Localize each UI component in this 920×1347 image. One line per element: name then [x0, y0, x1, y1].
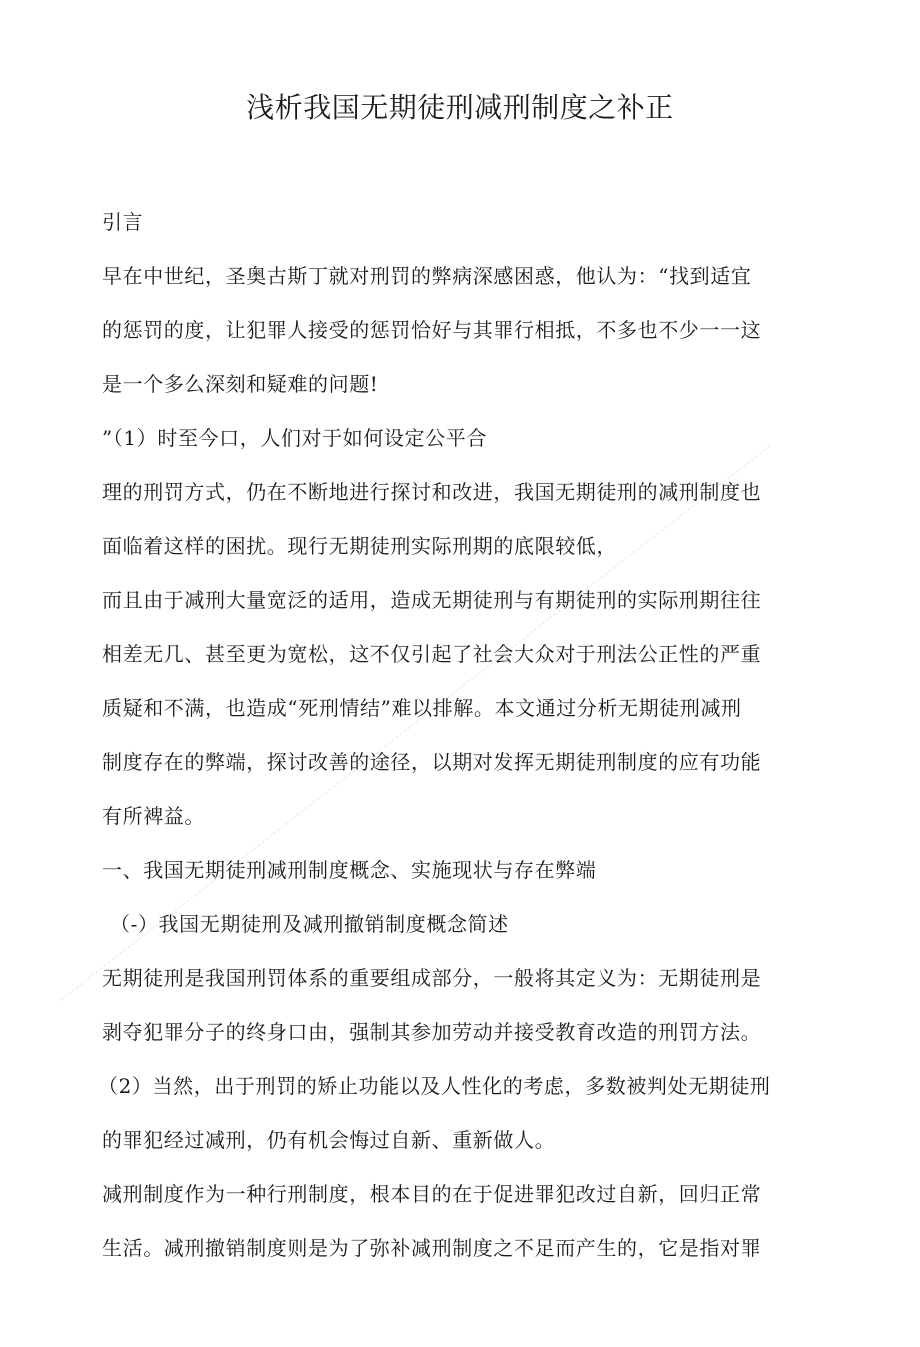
- document-body: [98, 195, 822, 1275]
- paragraph-line: 减刑制度作为一种行刑制度，根本目的在于促进罪犯改过自新，回归正常: [102, 1182, 762, 1206]
- paragraph-line: （2）当然，出于刑罚的矫止功能以及人性化的考虑，多数被判处无期徒刑: [98, 1074, 771, 1098]
- paragraph-line: 而且由于减刑大量宽泛的适用，造成无期徒刑与有期徒刑的实际刑期往往: [102, 588, 762, 612]
- subsection-heading-1: （-）我国无期徒刑及减刑撤销制度概念简述: [110, 912, 509, 936]
- paragraph-line: 的罪犯经过减刑，仍有机会悔过自新、重新做人。: [102, 1128, 556, 1152]
- paragraph-line: 剥夺犯罪分子的终身口由，强制其参加劳动并接受教育改造的刑罚方法。: [102, 1020, 762, 1044]
- paragraph-line: ”（1）时至今口，人们对于如何设定公平合: [102, 426, 487, 450]
- paragraph-line: 理的刑罚方式，仍在不断地进行探讨和改进，我国无期徒刑的减刑制度也: [102, 480, 762, 504]
- document-title: 浅析我国无期徒刑减刑制度之补正: [246, 91, 674, 124]
- paragraph-line: 相差无几、甚至更为宽松，这不仅引起了社会大众对于刑法公正性的严重: [102, 642, 762, 666]
- paragraph-line: 的惩罚的度，让犯罪人接受的惩罚恰好与其罪行相抵，不多也不少一一这: [102, 318, 762, 342]
- paragraph-line: 质疑和不满，也造成“死刑情结”难以排解。本文通过分析无期徒刑减刑: [102, 696, 742, 720]
- paragraph-line: 是一个多么深刻和疑难的问题!: [102, 372, 379, 396]
- paragraph-line: 无期徒刑是我国刑罚体系的重要组成部分，一般将其定义为：无期徒刑是: [102, 966, 762, 990]
- paragraph-line: 面临着这样的困扰。现行无期徒刑实际刑期的底限较低，: [102, 534, 617, 558]
- paragraph-line: 有所裨益。: [102, 804, 205, 828]
- paragraph-line: 早在中世纪，圣奥古斯丁就对刑罚的弊病深感困惑，他认为：“找到适宜: [102, 264, 752, 288]
- paragraph-line: 制度存在的弊端，探讨改善的途径，以期对发挥无期徒刑制度的应有功能: [102, 750, 762, 774]
- section-heading-1: 一、我国无期徒刑减刑制度概念、实施现状与存在弊端: [102, 858, 597, 882]
- paragraph-line: 生活。减刑撤销制度则是为了弥补减刑制度之不足而产生的，它是指对罪: [102, 1236, 762, 1260]
- section-heading-intro: 引言: [102, 210, 144, 234]
